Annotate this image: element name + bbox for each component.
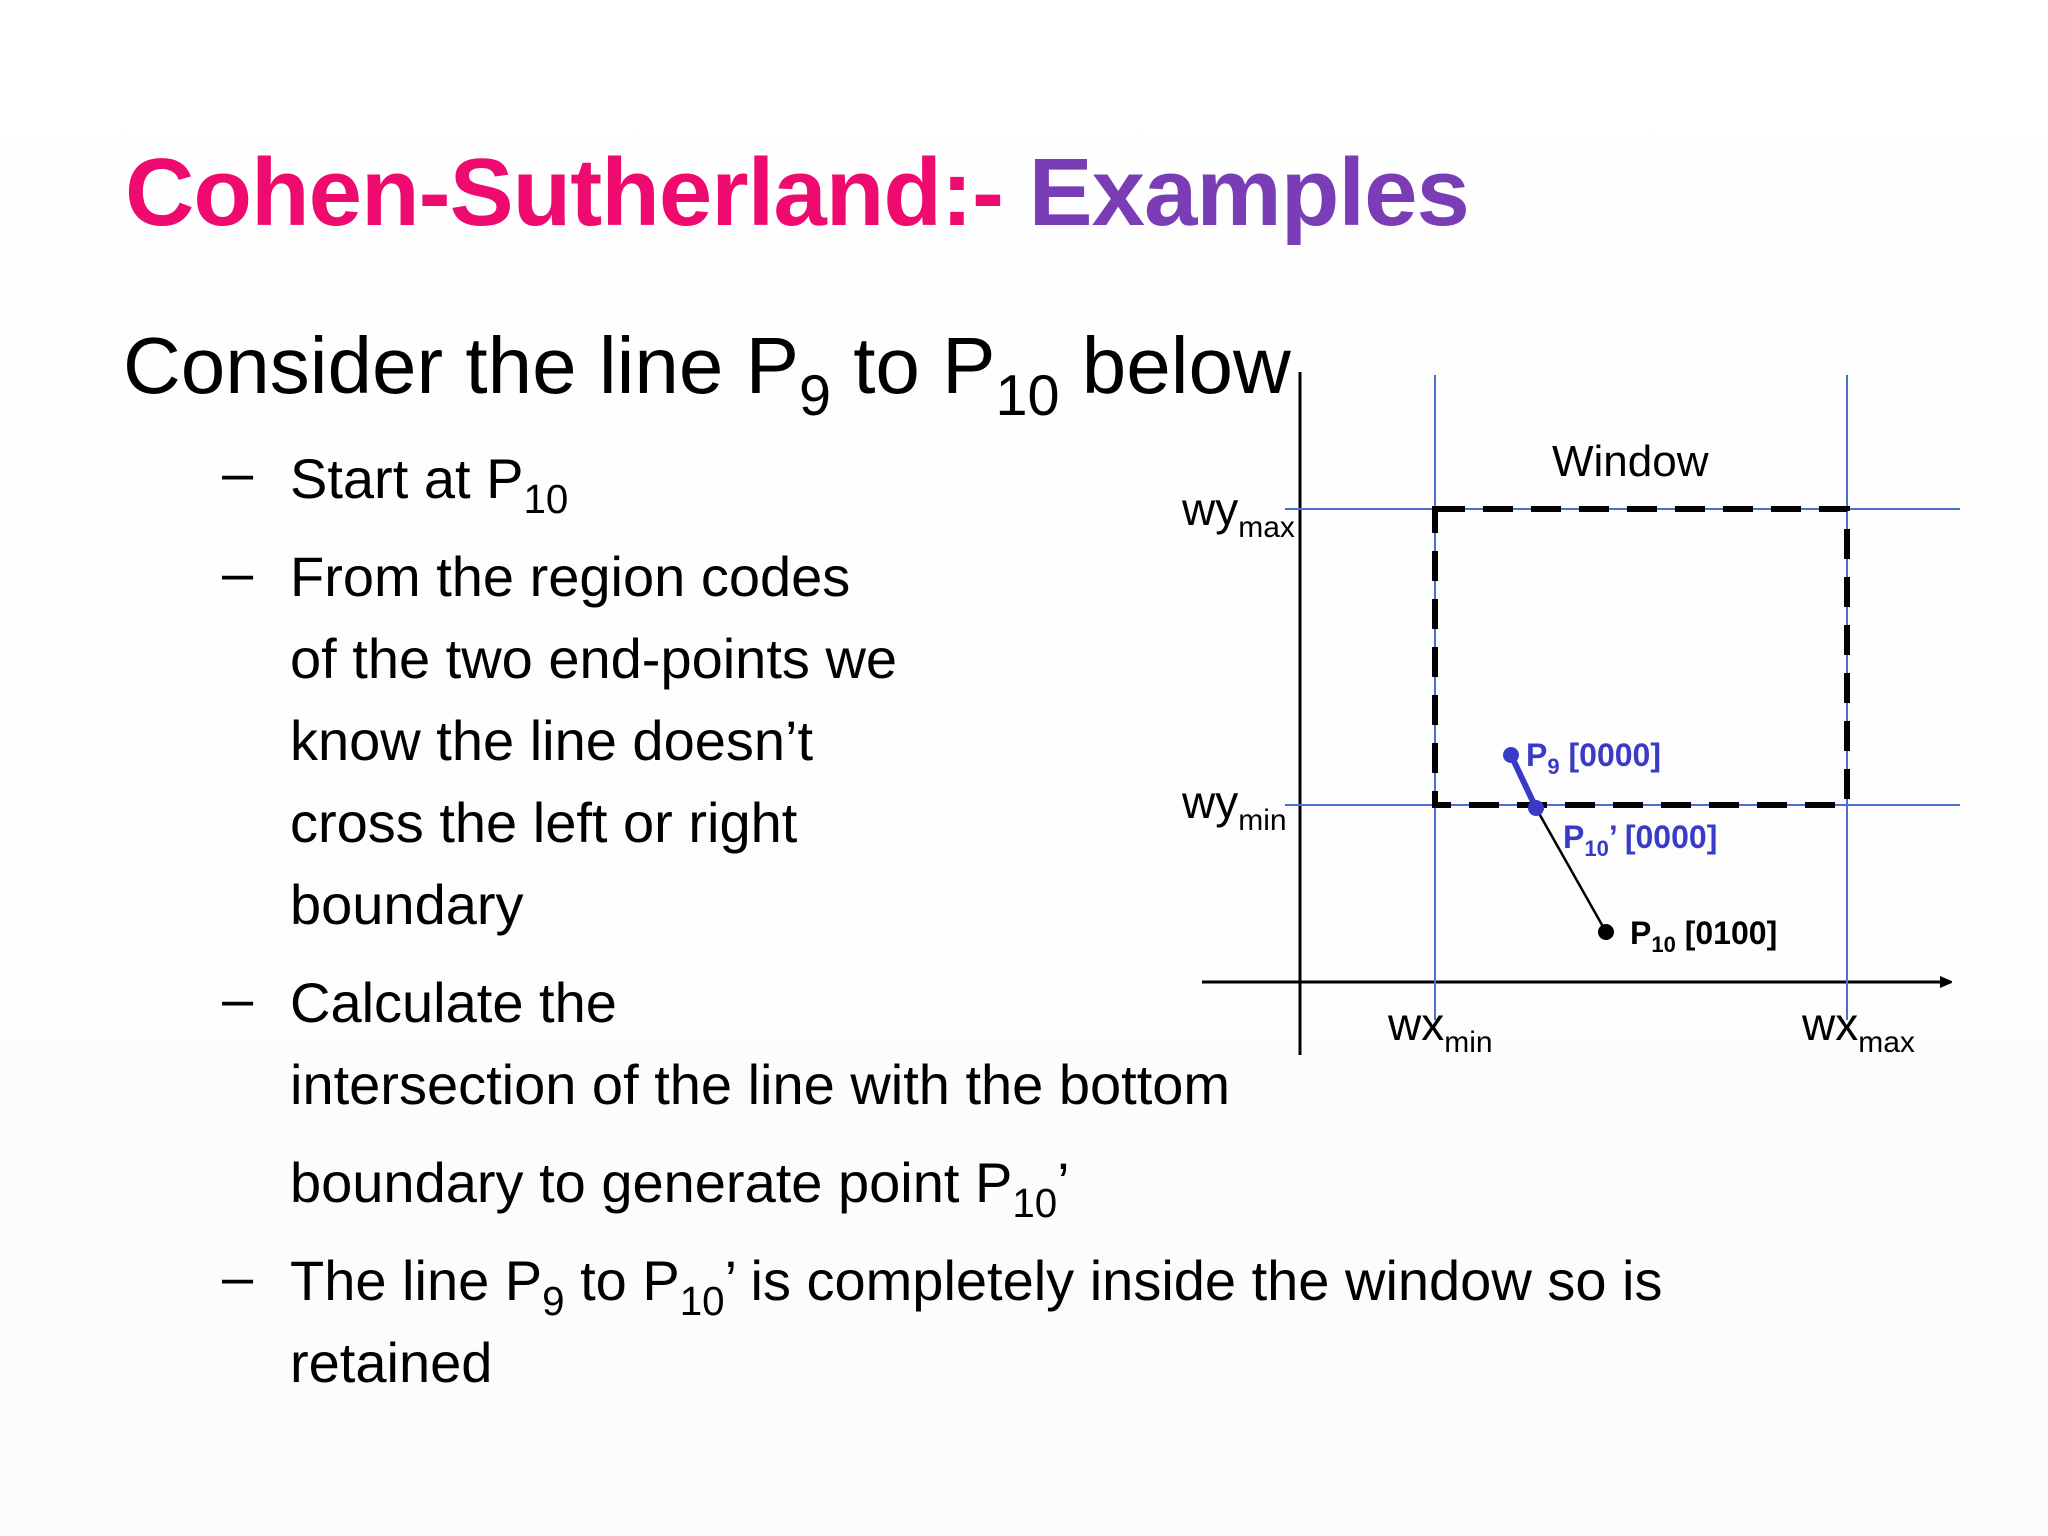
p10prime-code: [0000] (1615, 819, 1718, 855)
wxmin-sub: min (1444, 1026, 1493, 1059)
p10prime-name: P (1563, 819, 1585, 855)
point-p9 (1503, 747, 1519, 763)
title-part-1: Cohen-Sutherland:- (125, 139, 1003, 246)
wxmin-label (1387, 998, 1493, 1059)
p10-name: P (1630, 915, 1652, 951)
bullet-1-text: Start at P (290, 447, 524, 510)
wymax-base: wy (1182, 483, 1239, 535)
wxmin-base: wx (1388, 998, 1445, 1050)
heading-text-b: to P (830, 321, 996, 410)
title-part-2: Examples (1028, 139, 1469, 246)
bullet-3-line-3-suffix: ’ (1057, 1151, 1070, 1214)
bullet-4-sub-b: 10 (679, 1278, 725, 1325)
wymax-sub: max (1238, 511, 1295, 544)
bullet-4-text-b: to P (564, 1249, 680, 1312)
window-label: Window (1552, 437, 1709, 486)
heading-sub-a: 9 (798, 363, 831, 428)
heading-text-a: Consider the line P (123, 321, 799, 410)
bullet-1-dash: – (222, 441, 254, 504)
wxmax-label (1801, 998, 1915, 1059)
p10-code: [0100] (1675, 915, 1778, 951)
wymin-label (1181, 776, 1287, 837)
wymin-sub: min (1238, 804, 1287, 837)
p10-sub: 10 (1651, 932, 1676, 957)
bullet-3-dash: – (222, 967, 254, 1030)
bullet-2-line-5: boundary (290, 873, 524, 936)
bullet-3-line-1: Calculate the (290, 971, 617, 1034)
bullet-3-line-2: intersection of the line with the bottom (290, 1053, 1231, 1116)
bullet-4-text-c: ’ is completely inside the window so is (724, 1249, 1663, 1312)
bullet-3-line-3-sub: 10 (1012, 1180, 1058, 1227)
bullet-4-line-2: retained (290, 1331, 493, 1394)
heading-sub-b: 10 (995, 363, 1060, 428)
wymax-label (1181, 483, 1295, 544)
point-p10 (1598, 924, 1614, 940)
point-p10-prime (1528, 800, 1544, 816)
bullet-1-sub: 10 (523, 476, 569, 523)
wxmax-base: wx (1802, 998, 1859, 1050)
heading-text-c: below (1059, 321, 1291, 410)
p9-name: P (1526, 737, 1548, 773)
bullet-2-line-1: From the region codes (290, 545, 851, 608)
p10prime-sub: 10 (1584, 836, 1609, 861)
wxmax-sub: max (1858, 1026, 1915, 1059)
bullet-4-text-a: The line P (290, 1249, 543, 1312)
p10-prime-label (1563, 819, 1717, 861)
p10prime-mark: ’ (1608, 819, 1616, 855)
bullet-4-sub-a: 9 (542, 1278, 565, 1325)
bullet-2-dash: – (222, 541, 254, 604)
p9-label (1526, 737, 1661, 779)
p9-code: [0000] (1559, 737, 1661, 773)
p9-sub: 9 (1547, 754, 1560, 779)
wymin-base: wy (1182, 776, 1239, 828)
bullet-2-line-2: of the two end-points we (290, 627, 898, 690)
bullet-4-dash: – (222, 1245, 254, 1308)
bullet-3-line-3-text: boundary to generate point P (290, 1151, 1013, 1214)
bullet-2-line-3: know the line doesn’t (290, 709, 814, 772)
bullet-2-line-4: cross the left or right (290, 791, 798, 854)
p10-label (1630, 915, 1777, 957)
